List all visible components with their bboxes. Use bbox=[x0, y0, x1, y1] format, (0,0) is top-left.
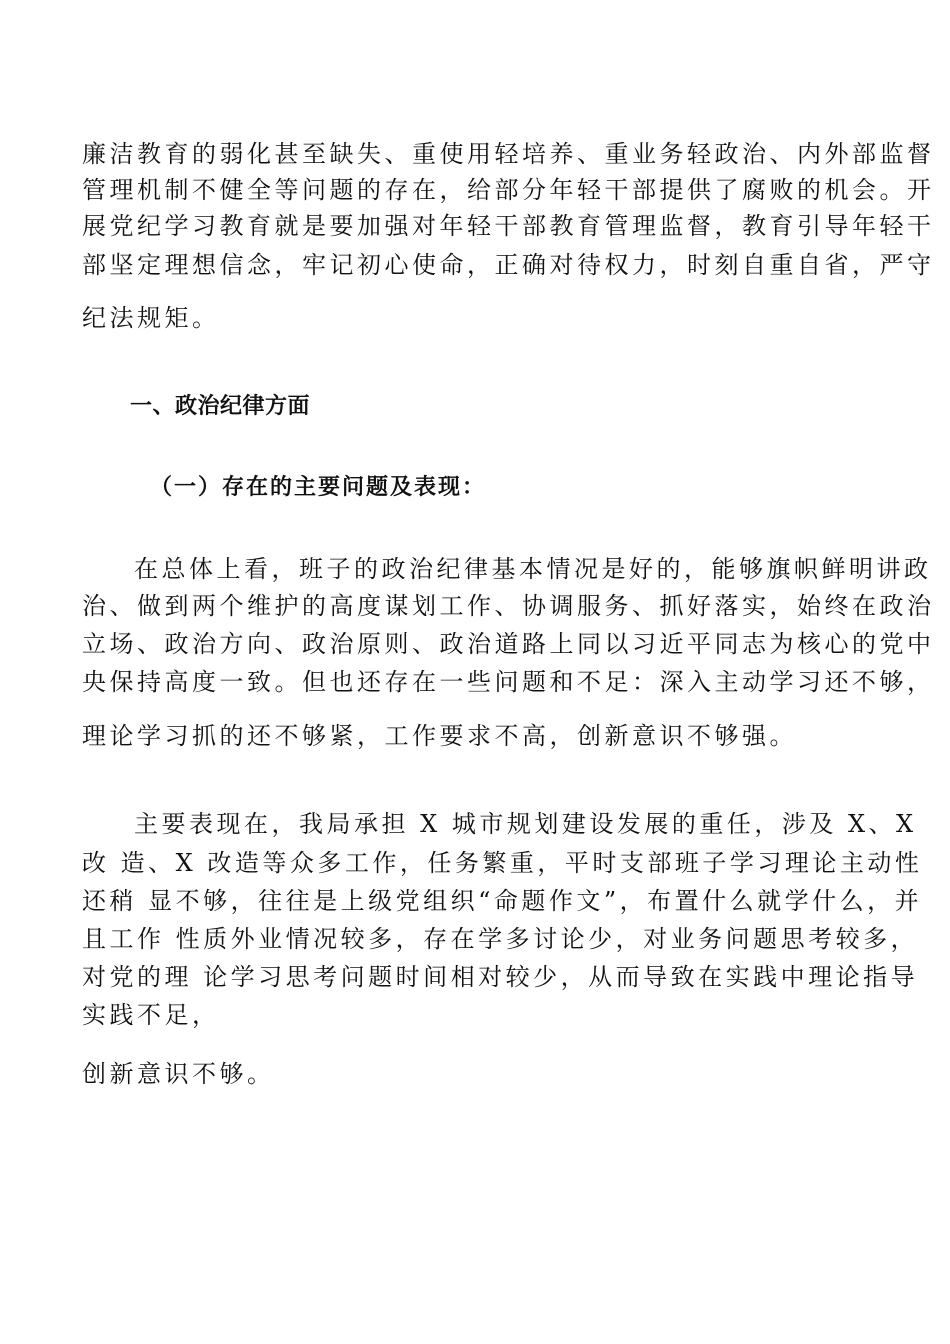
para1-line-1: 廉洁教育的弱化甚至缺失、重使用轻培养、重业务轻政治、内外部监督 bbox=[82, 140, 935, 168]
para3-line-6: 实践不足， bbox=[82, 1001, 220, 1029]
subsection-heading: （一）存在的主要问题及表现： bbox=[150, 474, 487, 500]
para3-line-7: 创新意识不够。 bbox=[82, 1060, 275, 1088]
para1-line-3: 展党纪学习教育就是要加强对年轻干部教育管理监督，教育引导年轻干 bbox=[82, 212, 935, 240]
para3-line-3: 还稍 显不够，往往是上级党组织“命题作文”，布置什么就学什么，并 bbox=[82, 887, 923, 915]
para3-line-5: 对党的理 论学习思考问题时间相对较少，从而导致在实践中理论指导 bbox=[82, 963, 919, 991]
section-heading: 一、政治纪律方面 bbox=[130, 394, 311, 419]
para3-line-2: 改 造、X 改造等众多工作，任务繁重，平时支部班子学习理论主动性 bbox=[82, 849, 923, 877]
para2-line-3: 立场、政治方向、政治原则、政治道路上同以习近平同志为核心的党中 bbox=[82, 630, 935, 658]
para3-line-4: 且工作 性质外业情况较多，存在学多讨论少，对业务问题思考较多， bbox=[82, 925, 919, 953]
para2-line-2: 治、做到两个维护的高度谋划工作、协调服务、抓好落实，始终在政治 bbox=[82, 592, 935, 620]
para1-line-2: 管理机制不健全等问题的存在，给部分年轻干部提供了腐败的机会。开 bbox=[82, 176, 935, 204]
para1-line-5: 纪法规矩。 bbox=[82, 304, 220, 332]
para2-line-4: 央保持高度一致。但也还存在一些问题和不足：深入主动学习还不够， bbox=[82, 668, 935, 696]
para2-line-5: 理论学习抓的还不够紧，工作要求不高，创新意识不够强。 bbox=[82, 722, 797, 750]
para2-line-1: 在总体上看，班子的政治纪律基本情况是好的，能够旗帜鲜明讲政 bbox=[134, 555, 932, 583]
para3-line-1: 主要表现在，我局承担 X 城市规划建设发展的重任，涉及 X、X bbox=[134, 810, 917, 838]
para1-line-4: 部坚定理想信念，牢记初心使命，正确对待权力，时刻自重自省，严守 bbox=[82, 251, 935, 279]
